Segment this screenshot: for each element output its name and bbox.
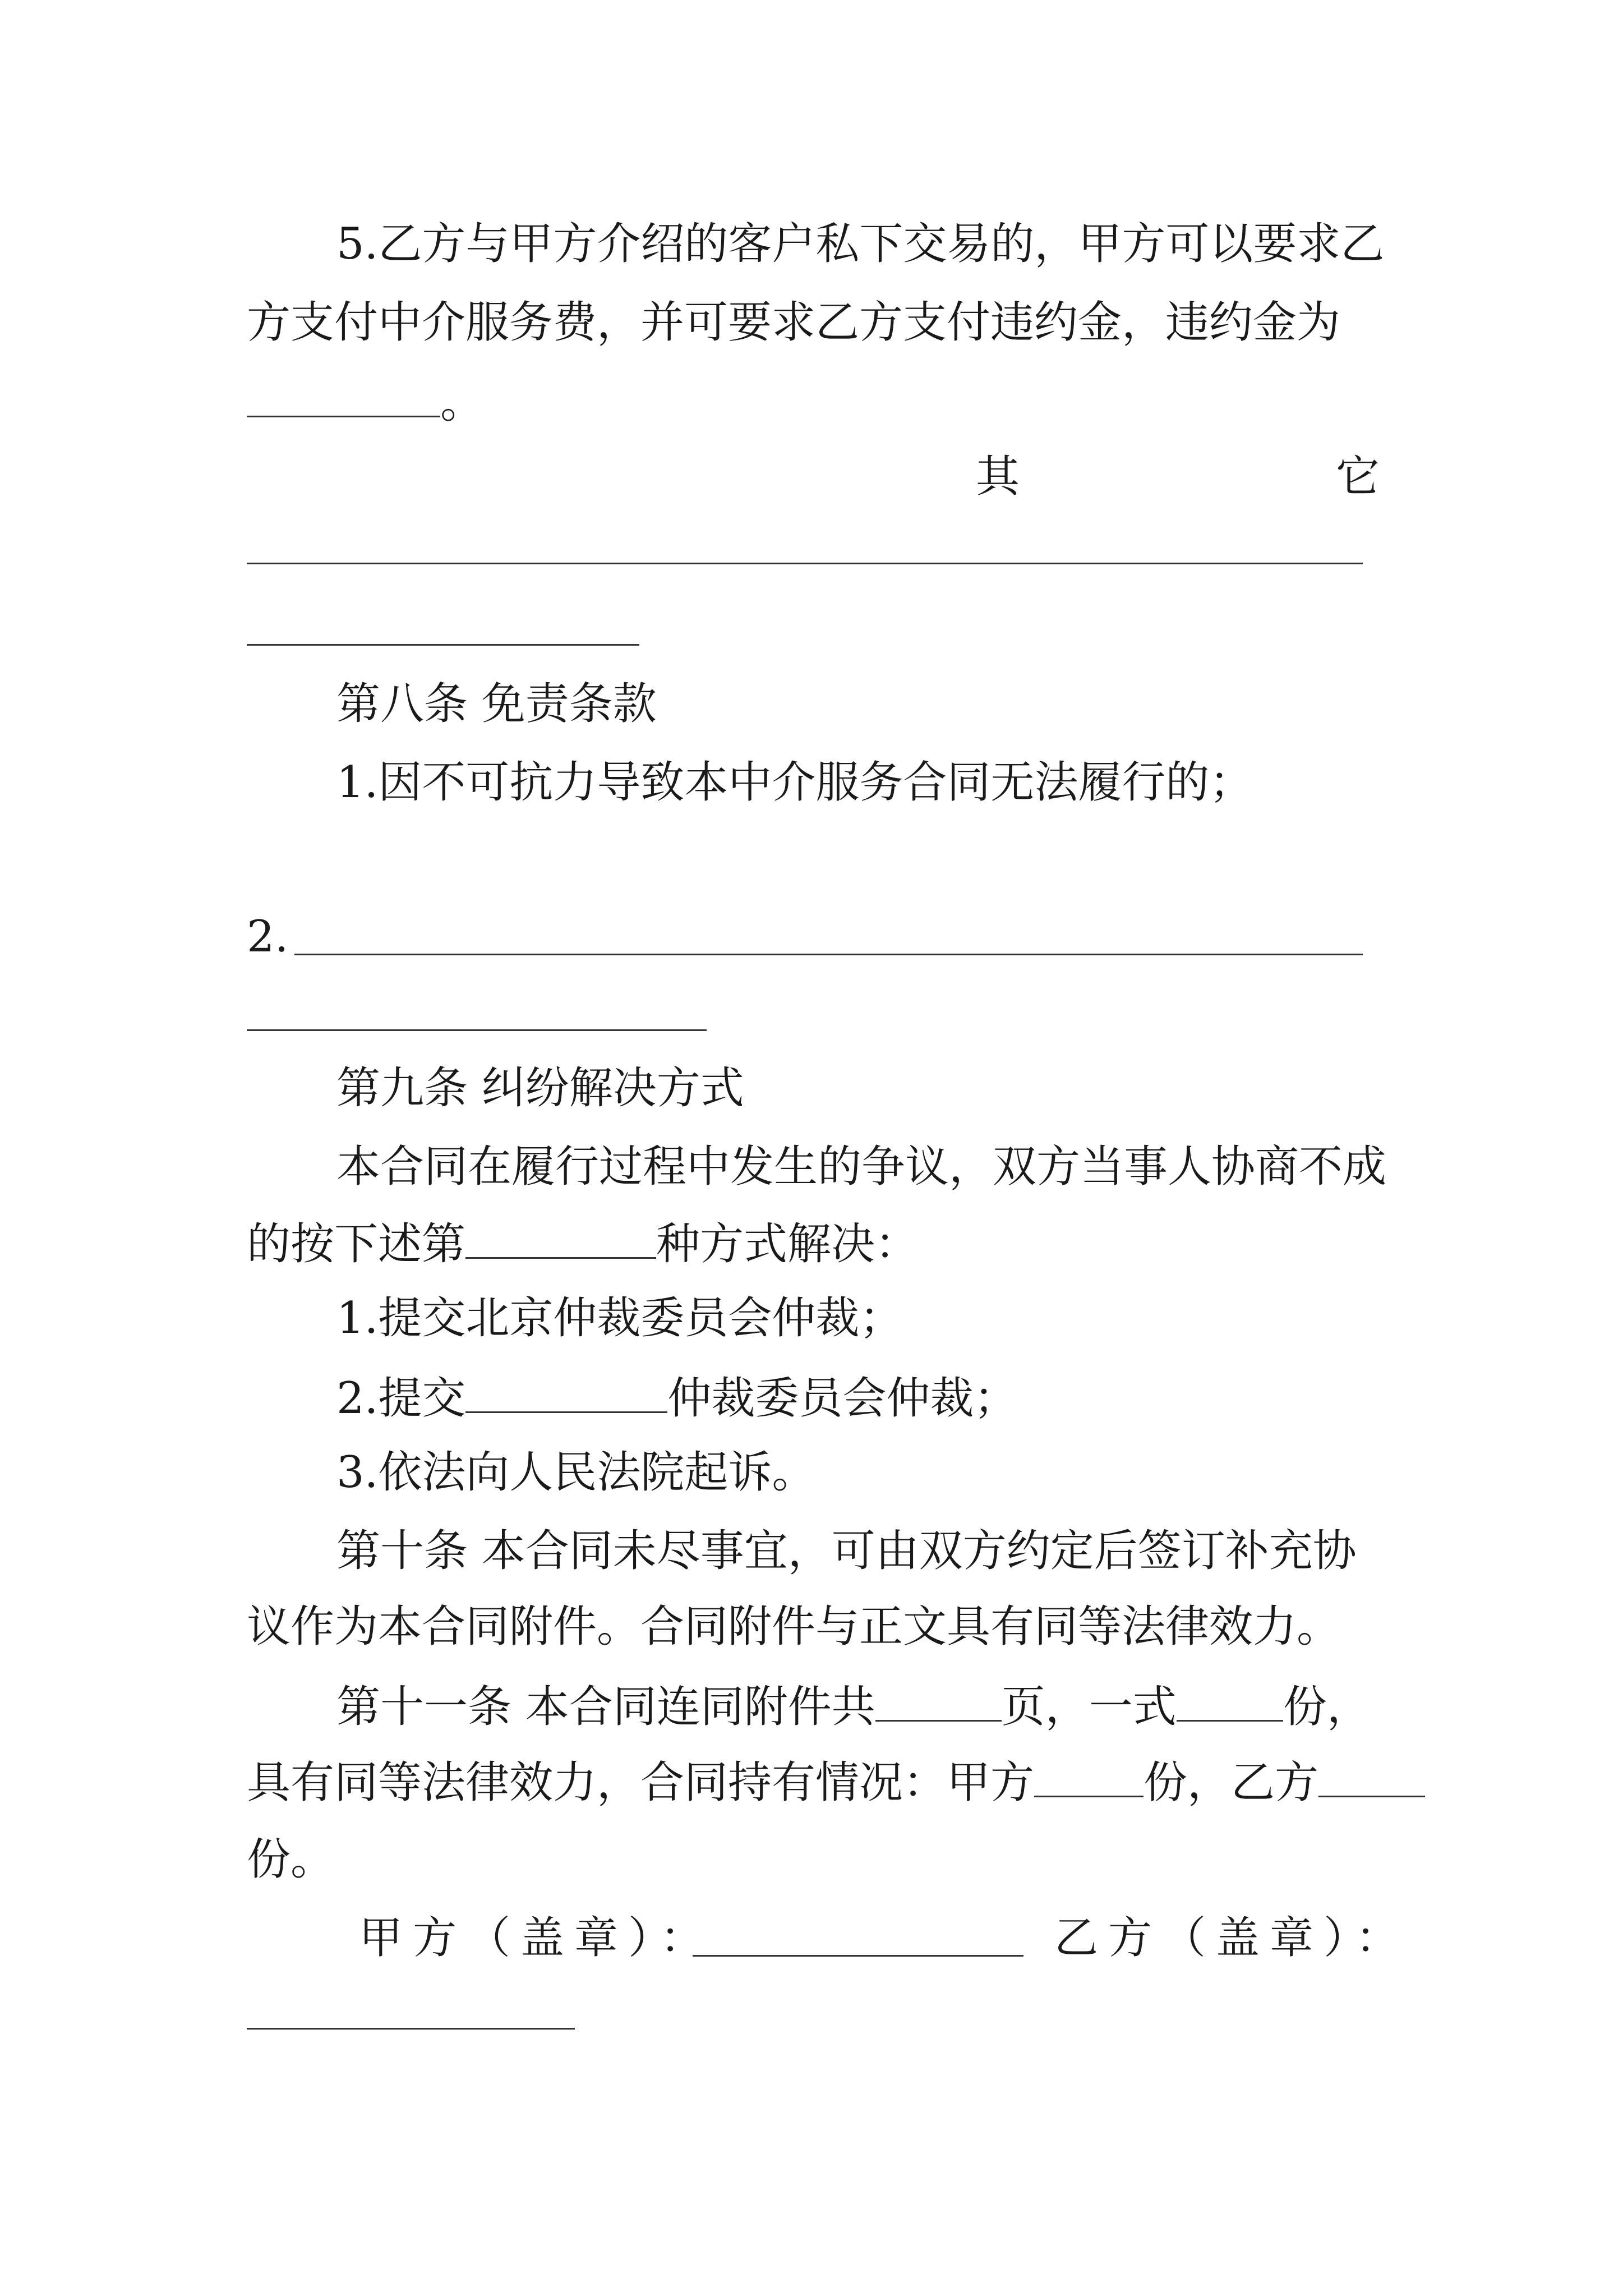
other-blank-line-1[interactable] [247,563,1363,564]
article-8-item-2-prefix: 2. [247,912,289,962]
party-b-seal-label: 乙方（盖章）： [1054,1913,1410,1963]
article-10-line-2: 议作为本合同附件。合同附件与正文具有同等法律效力。 [247,1602,1341,1652]
dispute-option-2 [336,1369,1380,1427]
party-b-copies-blank[interactable] [1318,1753,1425,1797]
other-char-1: 其 [976,452,1020,502]
method-number-blank[interactable] [465,1214,656,1259]
article-11-text-d: 具有同等法律效力，合同持有情况：甲方 [247,1757,1035,1808]
option-2-text-b: 仲裁委员会仲裁； [667,1373,1018,1424]
article-8-item-1: 1.因不可抗力导致本中介服务合同无法履行的； [336,757,1253,808]
other-heading [976,449,1380,505]
article-11-line-2 [247,1753,1380,1811]
dispute-option-1: 1.提交北京仲裁委员会仲裁； [336,1293,903,1343]
article-11-text-c: 份， [1283,1682,1371,1732]
article-8-item-2-blank[interactable] [294,954,1363,955]
party-a-seal-blank[interactable] [693,1955,1023,1957]
arbitration-commission-blank[interactable] [465,1369,667,1413]
party-a-copies-blank[interactable] [1034,1753,1144,1797]
article-11-line-1 [336,1677,1380,1735]
article-9-para-line-2 [247,1214,1380,1272]
penalty-blank[interactable] [247,373,440,417]
article-8-item-2-blank-cont[interactable] [247,1029,707,1031]
article-9-heading: 第九条 纠纷解决方式 [336,1063,744,1114]
page-count-blank[interactable] [875,1677,1002,1722]
clause-5-end-punct: 。 [440,378,485,428]
other-blank-line-2[interactable] [247,644,639,646]
article-8-heading: 第八条 免责条款 [336,679,657,729]
article-11-text-e: 份，乙方 [1144,1757,1319,1808]
dispute-option-3: 3.依法向人民法院起诉。 [336,1447,816,1498]
clause-5-line-1: 5.乙方与甲方介绍的客户私下交易的，甲方可以要求乙 [336,219,1385,269]
article-10-line-1: 第十条 本合同未尽事宜，可由双方约定后签订补充协 [336,1526,1357,1576]
other-char-2: 它 [1335,452,1380,502]
clause-5-line-3 [247,373,1380,431]
option-2-text-a: 2.提交 [336,1373,466,1424]
article-11-text-a: 第十一条 本合同连同附件共 [336,1682,875,1732]
clause-5-line-2: 方支付中介服务费，并可要求乙方支付违约金，违约金为 [247,297,1341,348]
article-9-text-b: 种方式解决： [656,1219,919,1269]
article-11-line-3: 份。 [247,1834,335,1885]
article-11-text-b: 页，一式 [1001,1682,1177,1732]
party-a-seal-label: 甲方（盖章）： [359,1913,714,1963]
party-b-seal-blank[interactable] [247,2028,575,2030]
article-9-para-line-1: 本合同在履行过程中发生的争议，双方当事人协商不成 [336,1142,1387,1192]
copies-count-blank[interactable] [1177,1677,1283,1722]
article-9-text-a: 的按下述第 [247,1219,466,1269]
